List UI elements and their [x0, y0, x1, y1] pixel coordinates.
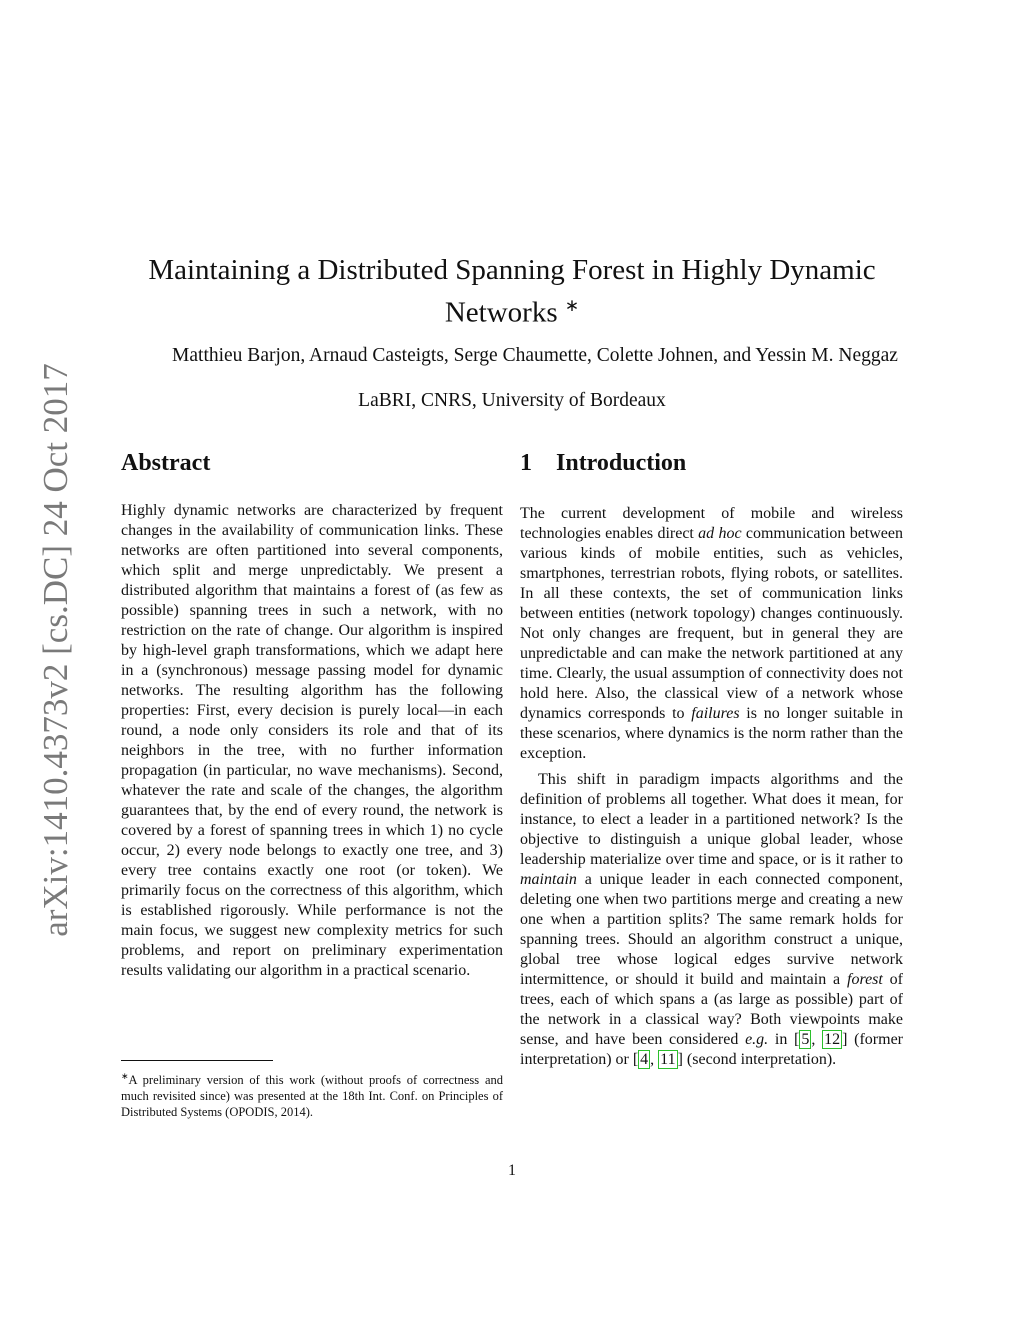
section-title: Introduction: [556, 450, 687, 476]
abstract-text: Highly dynamic networks are characterized by frequent changes in the availability of communication links. These networks are often partitioned into several components, which split and merge unpredictably. We present a distributed algorithm that maintains a forest of (as few as possible) spanning trees in such a network, with no restriction on the rate of change. Our algorithm is inspired by high-level graph transformations, which we adapt here in a (synchronous) message passing model for dynamic networks. The resulting algorithm has the following properties: First, every decision is purely local—in each round, a node only considers its role and that of its neighbors in the tree, with no further information propagation (in particular, no wave mechanisms). Second, whatever the rate and scale of the changes, the algorithm guarantees that, by the end of every round, the network is covered by a forest of spanning trees in which 1) no cycle occur, 2) every node belongs to exactly one tree, and 3) every tree contains exactly one root (or token). We primarily focus on the correctness of this algorithm, which is established rigorously. While performance is not the main focus, we suggest new complexity metrics for such problems, and report on preliminary experimentation results validating our algorithm in a practical scenario.: [121, 502, 503, 979]
citation-separator: ,: [650, 1051, 659, 1068]
intro-p2-text-f: ] (second interpretation).: [677, 1051, 837, 1068]
abstract-heading: Abstract: [121, 450, 211, 476]
arxiv-identifier: arXiv:1410.4373v2 [cs.DC] 24 Oct 2017: [36, 363, 75, 937]
intro-p2-emphasis-maintain: maintain: [520, 871, 577, 888]
abstract-column: [121, 501, 503, 987]
intro-p1-text-a: The current development of mobile and wireless technologies enables direct: [520, 505, 903, 542]
footnote-mark: ∗: [121, 1071, 129, 1081]
intro-p2-text-d: in [: [768, 1031, 800, 1048]
citation-link[interactable]: 12: [824, 1031, 841, 1048]
title-line-1: Maintaining a Distributed Spanning Forest in Highly Dynamic: [148, 254, 876, 286]
intro-p1-emphasis-adhoc: ad hoc: [698, 525, 742, 542]
section-number: 1: [520, 450, 532, 476]
introduction-column: [520, 504, 903, 1076]
intro-p2-emphasis-eg: e.g.: [745, 1031, 769, 1048]
title-line-2-text: Networks: [444, 296, 558, 329]
intro-p2-text-e: ] (former interpretation) or [: [520, 1031, 904, 1068]
intro-p2-emphasis-forest: forest: [847, 971, 883, 988]
citation-link[interactable]: 5: [801, 1031, 810, 1048]
intro-p2-text-c: of trees, each of which spans a (as large as possible) part of the network in a classical way? Both viewpoints make sense, and have been considered: [520, 971, 904, 1048]
intro-p2-text-a: This shift in paradigm impacts algorithms and the definition of problems all together. What does it mean, for instance, to elect a leader in a partitioned network? Is the objective to distinguish a unique global leader, whose leadership materialize over time and space, or is it rather to: [520, 771, 903, 868]
footnote-rule: [121, 1060, 273, 1061]
page-number: 1: [508, 1162, 516, 1179]
footnote: [121, 1068, 503, 1120]
intro-p1-text-c: is no longer suitable in these scenarios, where dynamics is the norm rather than the exception.: [520, 705, 903, 762]
intro-p1-text-b: communication between various kinds of mobile entities, such as vehicles, smartphones, terrestrian robots, flying robots, or satellites. In all these contexts, the set of communication links between entities (network topology) changes continuously. Not only changes are frequent, but in general they are unpredictable and can make the network partitioned at any time. Clearly, the usual assumption of connectivity does not hold here. Also, the classical view of a network whose dynamics corresponds to: [520, 525, 903, 722]
paper-title: [110, 252, 914, 331]
author-list: Matthieu Barjon, Arnaud Casteigts, Serge Chaumette, Colette Johnen, and Yessin M. Neggaz: [172, 345, 898, 366]
citation-link[interactable]: 11: [660, 1051, 676, 1068]
citation-separator: ,: [811, 1031, 823, 1048]
title-footnote-mark: ∗: [564, 296, 580, 315]
title-line-2: [110, 288, 914, 331]
citation-link[interactable]: 4: [640, 1051, 649, 1068]
introduction-heading: [520, 450, 686, 477]
intro-p1-emphasis-failures: failures: [691, 705, 740, 722]
footnote-text: A preliminary version of this work (without proofs of correctness and much revisited since) was presented at the 18th Int. Conf. on Principles of Distributed Systems (OPODIS, 2014).: [121, 1073, 503, 1120]
affiliation: LaBRI, CNRS, University of Bordeaux: [358, 390, 666, 411]
intro-paragraph-1: [520, 504, 903, 764]
intro-paragraph-2: [520, 770, 903, 1070]
intro-p2-text-b: a unique leader in each connected component, deleting one when two partitions merge and creating a new one when a partition splits? The same remark holds for spanning trees. Should an algorithm construct a unique, global tree whose logical edges survive network intermittence, or should it build and maintain a: [520, 871, 903, 988]
